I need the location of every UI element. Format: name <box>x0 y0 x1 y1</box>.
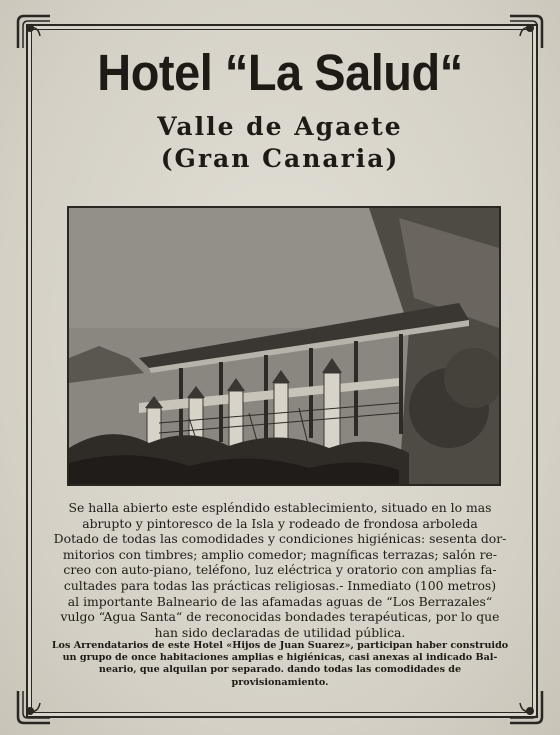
corner-ornament-bottom-left <box>14 687 54 727</box>
hotel-photograph <box>67 206 501 486</box>
corner-ornament-top-left <box>14 12 54 52</box>
subtitle-region: (Gran Canaria) <box>160 144 400 173</box>
notice-line: provisionamiento. <box>231 676 329 688</box>
description-line: han sido declaradas de utilidad pública. <box>154 624 406 640</box>
page-title: Hotel “La Salud“ <box>97 44 463 101</box>
tenants-notice <box>44 640 516 689</box>
description-line: al importante Balneario de las afamadas aguas de “Los Berrazales“ <box>67 593 493 609</box>
subtitle-location: Valle de Agaete <box>157 112 403 141</box>
description-line: cultades para todas las prácticas religiosas.- Inmediato (100 metros) <box>63 577 497 593</box>
notice-line: Los Arrendatarios de este Hotel «Hijos de Juan Suarez», participan haber construido <box>51 640 509 651</box>
notice-line: neario, que alquilan por separado. dando todas las comodidades de <box>98 664 462 676</box>
description-line: creo con auto-piano, teléfono, luz eléctrica y oratorio con amplias fa- <box>63 562 497 578</box>
description-line: Dotado de todas las comodidades y condiciones higiénicas: sesenta dor- <box>53 531 507 547</box>
corner-ornament-bottom-right <box>506 687 546 727</box>
description-line: vulgo “Agua Santa“ de reconocidas bondades terapéuticas, por lo que <box>60 609 500 625</box>
description-paragraph <box>44 500 516 640</box>
description-line: mitorios con timbres; amplio comedor; magníficas terrazas; salón re- <box>62 546 498 562</box>
notice-line: un grupo de once habitaciones amplias e higiénicas, casi anexas al indicado Bal- <box>62 652 498 664</box>
description-line: abrupto y pintoresco de la Isla y rodeado de frondosa arboleda <box>82 515 478 531</box>
description-line: Se halla abierto este espléndido establecimiento, situado en lo mas <box>68 500 492 515</box>
corner-ornament-top-right <box>506 12 546 52</box>
